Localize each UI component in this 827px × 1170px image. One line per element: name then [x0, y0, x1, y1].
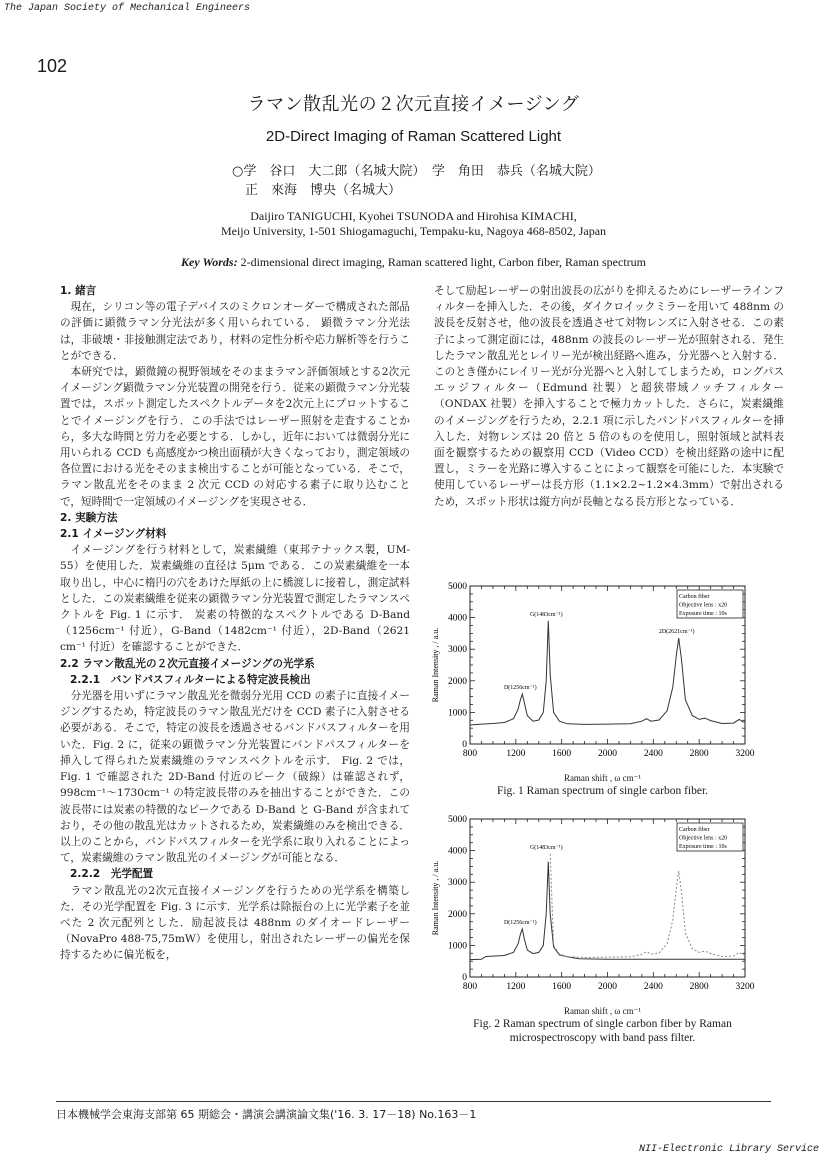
paragraph: そして励起レーザーの射出波長の広がりを抑えるためにレーザーラインフィルターを挿入した．その後，ダイクロイックミラーを用いて 488nm の波長を反射させ，他の波長を透過させて対物レンズに入射させる．この素子によって測定面には，488nm の波長のレーザー光が照射される．発生したラマン散乱光とレイリー光が検出経路へ進み，分光器へと入射する．このとき僅かにレイリー光が分光器へと入射してしまうため，ロングパスエッジフィルター（Edmund 社製）と超狭帯域ノッチフィルター（ONDAX 社製）を挿入することで極力カットした．さらに，炭素繊維のイメージングを行うため，2.2.1 項に示したバンドパスフィルターを挿入した．対物レンズは 20 倍と 5 倍のものを使用し，照射領域と試料表面を観察するための観察用 CCD（Video CCD）を検出経路の途中に配置し，ミラーを光路に導入することによって観察を可能にした．本実験で使用しているレーザーは長方形（1.1×2.2~1.2×4.3mm）で射出されるため，スポット形状は縦方向が長軸となる長方形となっている． — [434, 285, 784, 508]
x-tick-label: 2800 — [689, 982, 709, 992]
authors-en-names: Daijiro TANIGUCHI, Kyohei TSUNODA and Hirohisa KIMACHI, — [250, 209, 577, 223]
y-tick-label: 4000 — [448, 613, 467, 624]
figure-1-plot — [430, 578, 775, 773]
x-tick-label: 1600 — [552, 982, 572, 992]
y-tick-label: 2000 — [448, 909, 467, 920]
section-heading: 2.2.2 光学配置 — [70, 868, 154, 881]
footer-proceedings: 日本機械学会東海支部第 65 期総会・講演会講演論文集('16. 3. 17－18) No.163－1 — [56, 1108, 477, 1121]
paragraph: 分光器を用いずにラマン散乱光を微弱分光用 CCD の素子に直接イメージングするため，特定波長のラマン散乱光だけを CCD 素子に入射させる必要がある．そこで，特定の波長を透過させるバンドパスフィルターを用いた．Fig. 2 に，従来の顕微ラマン分光装置にバンドパスフィルターを挿入して得られた炭素繊維のラマンスペクトルを示す． Fig. 2 では，Fig. 1 で確認された 2D-Band 付近のピーク（破線）は確認されず，998cm⁻¹～1730cm⁻¹ の特定波長帯のみを抽出することができた．この波長帯には炭素の特徴的なピークである D-Band と G-Band が含まれており，その他の散乱光はカットされるため，炭素繊維のみを検出できる．以上のことから，バンドパスフィルターを光学系に取り入れることによって，炭素繊維のラマン散乱光のイメージングが可能となる． — [60, 690, 410, 865]
legend-entry: Exposure time : 10s — [679, 844, 727, 850]
authors-japanese — [232, 162, 601, 200]
figure-2-xlabel: Raman shift , ω cm⁻¹ — [563, 1006, 642, 1016]
x-tick-label: 2000 — [598, 749, 617, 759]
keywords-text: 2-dimensional direct imaging, Raman scattered light, Carbon fiber, Raman spectrum — [237, 255, 646, 269]
right-column — [434, 283, 784, 510]
y-tick-label: 1000 — [448, 708, 467, 719]
y-tick-label: 3000 — [448, 878, 467, 889]
page-number: 102 — [37, 56, 68, 76]
peak-label: G(1483cm⁻¹) — [529, 611, 563, 618]
y-tick-label: 2000 — [448, 676, 467, 687]
figure-2-plot — [430, 811, 775, 1006]
y-tick-label: 3000 — [448, 645, 467, 656]
authors-jp-line: ○学 谷口 大二郎（名城大院） 学 角田 恭兵（名城大院） — [232, 164, 601, 179]
peak-label: G(1483cm⁻¹) — [529, 844, 563, 851]
section-heading: 2.1 イメージング材料 — [60, 528, 167, 541]
figure-2-caption: Fig. 2 Raman spectrum of single carbon fiber by Raman microspectroscopy with band pass filter. — [473, 1018, 732, 1044]
x-tick-label: 3200 — [735, 749, 755, 759]
authors-jp-line: 正 來海 博央（名城大） — [232, 183, 402, 198]
paragraph: イメージングを行う材料として，炭素繊維（東邦テナックス製，UM-55）を使用した．炭素繊維の直径は 5μm である．この炭素繊維を一本取り出し，中心に楕円の穴をあけた厚紙の上に橋渡しに接着し，測定試料とした．この炭素繊維を従来の顕微ラマン分光装置で測定したラマンスペクトルを Fig. 1 に示す． 炭素の特徴的なスペクトルである D-Band（1256cm⁻¹ 付近），G-Band（1482cm⁻¹ 付近），2D-Band（2621 cm⁻¹ 付近）を確認することができた． — [60, 544, 410, 654]
y-axis-label: Raman Intensity , / a.u. — [431, 860, 440, 936]
section-heading: 2. 実験方法 — [60, 511, 118, 524]
authors-en-affiliation: Meijo University, 1-501 Shiogamaguchi, Tempaku-ku, Nagoya 468-8502, Japan — [220, 224, 607, 238]
series-line — [470, 621, 745, 725]
legend-entry: Carbon fiber — [679, 594, 710, 600]
peak-label: D(1256cm⁻¹) — [503, 919, 537, 926]
peak-label: D(1256cm⁻¹) — [503, 685, 537, 692]
y-tick-label: 4000 — [448, 846, 467, 857]
y-tick-label: 5000 — [448, 815, 467, 825]
section-heading: 2.2.1 バンドパスフィルターによる特定波長検出 — [70, 673, 311, 686]
paragraph: 現在，シリコン等の電子デバイスのミクロンオーダーで構成された部品の評価に顕微ラマン分光法が多く用いられている． 顕微ラマン分光法は，非破壊・非接触測定法であり，材料の定性分析や応力解析等を行うことができる． — [60, 301, 410, 362]
x-tick-label: 2400 — [643, 982, 663, 992]
figure-2 — [430, 811, 775, 1045]
footer-divider — [56, 1101, 771, 1102]
x-tick-label: 3200 — [735, 982, 755, 992]
x-tick-label: 2400 — [643, 749, 663, 759]
footer-service: NII-Electronic Library Service — [638, 1144, 819, 1155]
y-tick-label: 5000 — [448, 582, 467, 592]
legend-entry: Exposure time : 10s — [679, 611, 727, 617]
figure-1 — [430, 578, 775, 798]
peak-label: 2D(2621cm⁻¹) — [658, 629, 695, 636]
keywords-label: Key Words: — [181, 255, 238, 269]
legend-entry: Carbon fiber — [679, 827, 710, 833]
y-tick-label: 0 — [462, 973, 467, 983]
paragraph: ラマン散乱光の2次元直接イメージングを行うための光学系を構築した．その光学配置を Fig. 3 に示す．光学系は除振台の上に光学素子を並べた 2 次元配列とした．励起波長は 488nm のダイオードレーザー（NovaPro 488-75,75mW）を使用し，射出されたレーザーの偏光を保持するために偏光板を， — [60, 884, 410, 962]
legend-entry: Objective lens : x20 — [679, 602, 728, 609]
x-tick-label: 800 — [462, 749, 478, 759]
x-tick-label: 2000 — [598, 982, 617, 992]
keywords — [0, 255, 827, 270]
x-tick-label: 1200 — [506, 749, 526, 759]
figure-1-caption: Fig. 1 Raman spectrum of single carbon fiber. — [496, 785, 709, 797]
series-line — [550, 854, 745, 958]
x-tick-label: 1600 — [552, 749, 572, 759]
section-heading: 2.2 ラマン散乱光の２次元直接イメージングの光学系 — [60, 657, 315, 670]
x-tick-label: 1200 — [506, 982, 526, 992]
title-english: 2D-Direct Imaging of Raman Scattered Light — [265, 128, 562, 145]
left-column — [60, 283, 410, 964]
x-tick-label: 2800 — [689, 749, 709, 759]
society-header: The Japan Society of Mechanical Engineers — [4, 3, 251, 14]
figure-1-xlabel: Raman shift , ω cm⁻¹ — [563, 773, 642, 783]
y-axis-label: Raman Intensity , / a.u. — [431, 627, 440, 703]
y-tick-label: 1000 — [448, 941, 467, 952]
legend-entry: Objective lens : x20 — [679, 835, 728, 842]
x-tick-label: 800 — [462, 982, 478, 992]
series-line — [470, 862, 745, 960]
section-heading: 1. 緒言 — [60, 285, 97, 297]
y-tick-label: 0 — [462, 740, 467, 750]
title-japanese: ラマン散乱光の２次元直接イメージング — [247, 94, 580, 115]
authors-english — [0, 209, 827, 239]
paragraph: 本研究では，顕微鏡の視野領域をそのままラマン評価領域とする2次元イメージング顕微ラマン分光装置の開発を行う．従来の顕微ラマン分光装置では，スポット測定したスペクトルデータを2次元上にプロットすることでイメージングを行う．この手法ではレーザー照射を走査することから，多大な時間と労力を必要とする．しかし，近年においては微弱分光に用いられる CCD も高感度かつ検出面積が大きくなっており，測定領域の各位置における光をそのまま検出することが可能となっている．そこで，ラマン散乱光をそのまま 2 次元 CCD の対応する素子に取り込むことで，短時間で一定領域のイメージングを実現させる． — [60, 366, 410, 508]
